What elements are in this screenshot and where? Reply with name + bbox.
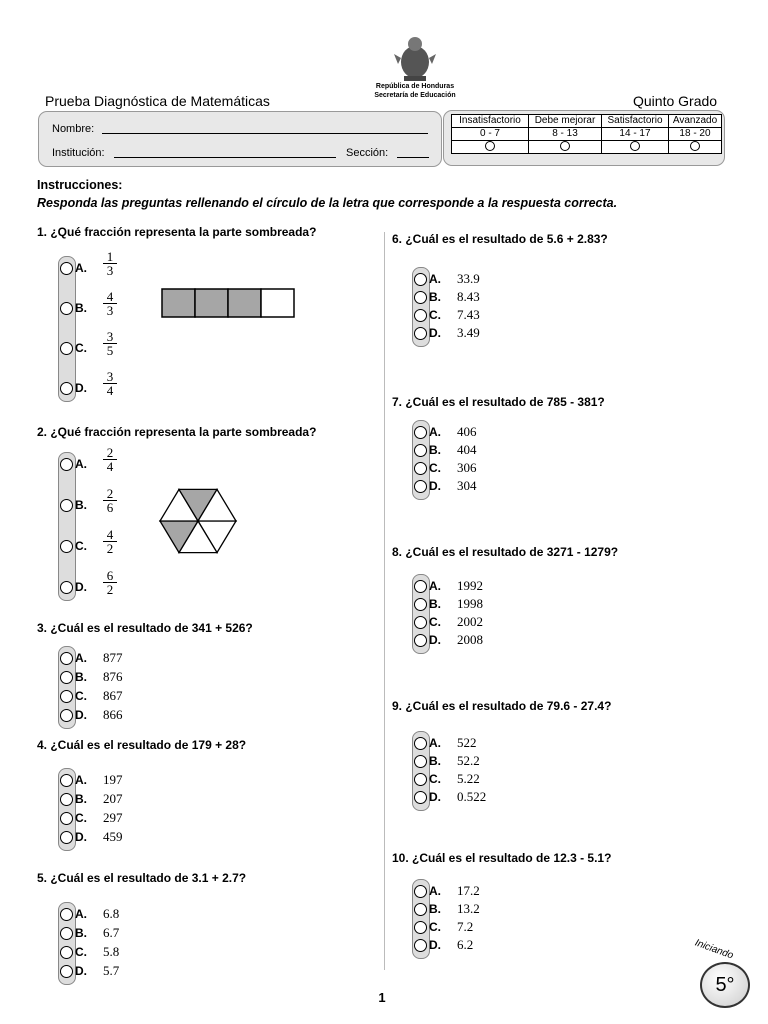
option-letter: C. — [429, 615, 441, 629]
option-value: 5.8 — [103, 944, 120, 959]
answer-bubble-a[interactable] — [60, 652, 73, 665]
answer-bubble-a[interactable] — [414, 737, 427, 750]
option-value: 13.2 — [457, 901, 480, 916]
score-bubble-cell[interactable] — [452, 141, 529, 154]
option-letter: D. — [75, 708, 87, 722]
option-fraction — [103, 446, 117, 473]
option-value: 3.49 — [457, 325, 480, 340]
option-fraction — [103, 370, 117, 397]
option-letter: B. — [429, 597, 441, 611]
option-letter: D. — [429, 479, 441, 493]
option-letter: C. — [75, 539, 87, 553]
honduras-seal-icon — [390, 32, 440, 84]
option-value: 6.7 — [103, 925, 120, 940]
circle-icon[interactable] — [485, 141, 495, 151]
section-field[interactable] — [397, 157, 429, 158]
score-bubble-cell[interactable] — [669, 141, 722, 154]
option-value: 306 — [457, 460, 477, 475]
fraction-numerator: 4 — [103, 290, 117, 304]
option-letter: A. — [75, 261, 87, 275]
answer-bubble-b[interactable] — [414, 903, 427, 916]
circle-icon[interactable] — [630, 141, 640, 151]
gov-line-2: Secretaría de Educación — [374, 92, 456, 99]
option-value: 877 — [103, 650, 123, 665]
score-range: 18 - 20 — [669, 128, 722, 141]
answer-bubble-a[interactable] — [60, 458, 73, 471]
option-letter: C. — [429, 308, 441, 322]
option-value: 52.2 — [457, 753, 480, 768]
option-letter: B. — [429, 443, 441, 457]
option-value: 522 — [457, 735, 477, 750]
option-value: 1998 — [457, 596, 483, 611]
option-letter: A. — [75, 907, 87, 921]
option-letter: C. — [75, 341, 87, 355]
institution-field[interactable] — [114, 157, 336, 158]
score-range: 14 - 17 — [602, 128, 669, 141]
option-letter: D. — [429, 938, 441, 952]
answer-bubble-d[interactable] — [60, 965, 73, 978]
answer-bubble-d[interactable] — [60, 382, 73, 395]
answer-bubble-b[interactable] — [60, 793, 73, 806]
option-value: 404 — [457, 442, 477, 457]
option-letter: B. — [75, 792, 87, 806]
option-value: 197 — [103, 772, 123, 787]
option-letter: B. — [429, 290, 441, 304]
question-text: 8. ¿Cuál es el resultado de 3271 - 1279? — [392, 545, 619, 559]
option-value: 1992 — [457, 578, 483, 593]
fraction-denominator: 2 — [106, 541, 114, 556]
answer-options-track — [58, 256, 76, 402]
name-label: Nombre: — [52, 123, 95, 135]
grade-title: Quinto Grado — [633, 93, 718, 109]
fraction-numerator: 2 — [103, 446, 117, 460]
bar-segment — [162, 289, 195, 317]
answer-bubble-c[interactable] — [60, 946, 73, 959]
answer-bubble-a[interactable] — [60, 908, 73, 921]
option-value: 0.522 — [457, 789, 487, 804]
fraction-denominator: 4 — [106, 459, 114, 474]
option-letter: A. — [429, 579, 441, 593]
instructions-heading: Instrucciones: — [37, 178, 123, 192]
option-letter: D. — [75, 830, 87, 844]
answer-bubble-c[interactable] — [60, 812, 73, 825]
answer-bubble-d[interactable] — [60, 581, 73, 594]
government-label — [350, 82, 480, 100]
option-letter: C. — [429, 772, 441, 786]
score-bubble-cell[interactable] — [529, 141, 602, 154]
option-letter: A. — [75, 457, 87, 471]
option-fraction — [103, 528, 117, 555]
option-value: 6.2 — [457, 937, 474, 952]
option-letter: B. — [75, 301, 87, 315]
answer-bubble-d[interactable] — [60, 831, 73, 844]
option-letter: D. — [429, 790, 441, 804]
question-text: 10. ¿Cuál es el resultado de 12.3 - 5.1? — [392, 851, 612, 865]
fraction-denominator: 2 — [106, 582, 114, 597]
column-divider — [384, 232, 385, 970]
question-text: 9. ¿Cuál es el resultado de 79.6 - 27.4? — [392, 699, 612, 713]
option-letter: D. — [429, 326, 441, 340]
option-letter: C. — [429, 920, 441, 934]
option-fraction — [103, 569, 117, 596]
question-text: 2. ¿Qué fracción representa la parte sombreada? — [37, 425, 317, 439]
answer-bubble-d[interactable] — [60, 709, 73, 722]
answer-bubble-b[interactable] — [60, 927, 73, 940]
option-value: 876 — [103, 669, 123, 684]
option-value: 5.22 — [457, 771, 480, 786]
page-number: 1 — [378, 990, 386, 1005]
option-letter: B. — [429, 902, 441, 916]
question-text: 7. ¿Cuál es el resultado de 785 - 381? — [392, 395, 605, 409]
option-letter: D. — [75, 381, 87, 395]
option-letter: D. — [75, 964, 87, 978]
answer-options-track — [58, 452, 76, 601]
fraction-numerator: 4 — [103, 528, 117, 542]
answer-bubble-a[interactable] — [414, 885, 427, 898]
option-letter: C. — [75, 811, 87, 825]
option-value: 8.43 — [457, 289, 480, 304]
question-text: 4. ¿Cuál es el resultado de 179 + 28? — [37, 738, 247, 752]
option-letter: A. — [429, 736, 441, 750]
institution-label: Institución: — [52, 147, 105, 159]
option-value: 867 — [103, 688, 123, 703]
answer-bubble-c[interactable] — [414, 921, 427, 934]
answer-bubble-c[interactable] — [60, 690, 73, 703]
option-fraction — [103, 290, 117, 317]
score-table — [451, 114, 722, 154]
fraction-denominator: 3 — [106, 263, 114, 278]
question-text: 1. ¿Qué fracción representa la parte sombreada? — [37, 225, 317, 239]
answer-bubble-c[interactable] — [414, 462, 427, 475]
option-value: 7.43 — [457, 307, 480, 322]
answer-bubble-d[interactable] — [414, 634, 427, 647]
answer-bubble-c[interactable] — [60, 342, 73, 355]
circle-icon[interactable] — [560, 141, 570, 151]
answer-bubble-c[interactable] — [414, 616, 427, 629]
answer-bubble-a[interactable] — [60, 774, 73, 787]
option-value: 7.2 — [457, 919, 474, 934]
answer-bubble-a[interactable] — [414, 426, 427, 439]
score-header: Satisfactorio — [602, 115, 669, 128]
answer-bubble-b[interactable] — [414, 598, 427, 611]
option-letter: D. — [75, 580, 87, 594]
option-value: 17.2 — [457, 883, 480, 898]
fraction-numerator: 2 — [103, 487, 117, 501]
score-header: Insatisfactorio — [452, 115, 529, 128]
fraction-numerator: 3 — [103, 370, 117, 384]
answer-bubble-a[interactable] — [60, 262, 73, 275]
option-fraction — [103, 487, 117, 514]
answer-bubble-c[interactable] — [60, 540, 73, 553]
fraction-denominator: 4 — [106, 383, 114, 398]
instructions-text: Responda las preguntas rellenando el círculo de la letra que corresponde a la respuesta correcta. — [37, 196, 618, 210]
answer-bubble-a[interactable] — [414, 273, 427, 286]
option-letter: C. — [75, 945, 87, 959]
answer-bubble-d[interactable] — [414, 939, 427, 952]
answer-bubble-b[interactable] — [60, 671, 73, 684]
option-value: 297 — [103, 810, 123, 825]
fraction-denominator: 5 — [106, 343, 114, 358]
option-letter: D. — [429, 633, 441, 647]
score-header: Debe mejorar — [529, 115, 602, 128]
score-range: 0 - 7 — [452, 128, 529, 141]
gov-line-1: República de Honduras — [375, 83, 455, 90]
answer-bubble-d[interactable] — [414, 327, 427, 340]
question-text: 5. ¿Cuál es el resultado de 3.1 + 2.7? — [37, 871, 247, 885]
fraction-numerator: 3 — [103, 330, 117, 344]
name-field[interactable] — [102, 133, 428, 134]
option-letter: B. — [429, 754, 441, 768]
fraction-numerator: 6 — [103, 569, 117, 583]
fraction-denominator: 6 — [106, 500, 114, 515]
option-value: 2002 — [457, 614, 483, 629]
option-value: 5.7 — [103, 963, 120, 978]
grade-badge: 5° — [700, 962, 750, 1008]
answer-bubble-b[interactable] — [414, 755, 427, 768]
fraction-denominator: 3 — [106, 303, 114, 318]
option-letter: C. — [75, 689, 87, 703]
option-value: 406 — [457, 424, 477, 439]
score-range: 8 - 13 — [529, 128, 602, 141]
option-fraction — [103, 330, 117, 357]
option-letter: A. — [429, 884, 441, 898]
answer-bubble-b[interactable] — [60, 302, 73, 315]
score-header: Avanzado — [669, 115, 722, 128]
answer-bubble-b[interactable] — [414, 291, 427, 304]
option-value: 459 — [103, 829, 123, 844]
option-letter: C. — [429, 461, 441, 475]
option-value: 866 — [103, 707, 123, 722]
question-text: 6. ¿Cuál es el resultado de 5.6 + 2.83? — [392, 232, 608, 246]
answer-bubble-d[interactable] — [414, 791, 427, 804]
option-value: 304 — [457, 478, 477, 493]
answer-bubble-c[interactable] — [414, 309, 427, 322]
option-letter: A. — [75, 773, 87, 787]
option-value: 6.8 — [103, 906, 120, 921]
hexagon-figure — [155, 483, 241, 559]
option-letter: A. — [429, 425, 441, 439]
option-value: 2008 — [457, 632, 483, 647]
fraction-numerator: 1 — [103, 250, 117, 264]
circle-icon[interactable] — [690, 141, 700, 151]
option-letter: B. — [75, 498, 87, 512]
option-letter: A. — [75, 651, 87, 665]
bar-segment — [261, 289, 294, 317]
test-title: Prueba Diagnóstica de Matemáticas — [45, 93, 270, 109]
fraction-bar-figure — [160, 287, 296, 319]
answer-bubble-a[interactable] — [414, 580, 427, 593]
bar-segment — [228, 289, 261, 317]
score-bubble-cell[interactable] — [602, 141, 669, 154]
option-value: 207 — [103, 791, 123, 806]
option-fraction — [103, 250, 117, 277]
option-letter: A. — [429, 272, 441, 286]
bar-segment — [195, 289, 228, 317]
question-text: 3. ¿Cuál es el resultado de 341 + 526? — [37, 621, 253, 635]
badge-label: Iniciando — [693, 937, 735, 962]
option-letter: B. — [75, 926, 87, 940]
answer-bubble-b[interactable] — [414, 444, 427, 457]
answer-bubble-b[interactable] — [60, 499, 73, 512]
section-label: Sección: — [346, 147, 389, 159]
answer-bubble-d[interactable] — [414, 480, 427, 493]
option-value: 33.9 — [457, 271, 480, 286]
answer-bubble-c[interactable] — [414, 773, 427, 786]
option-letter: B. — [75, 670, 87, 684]
